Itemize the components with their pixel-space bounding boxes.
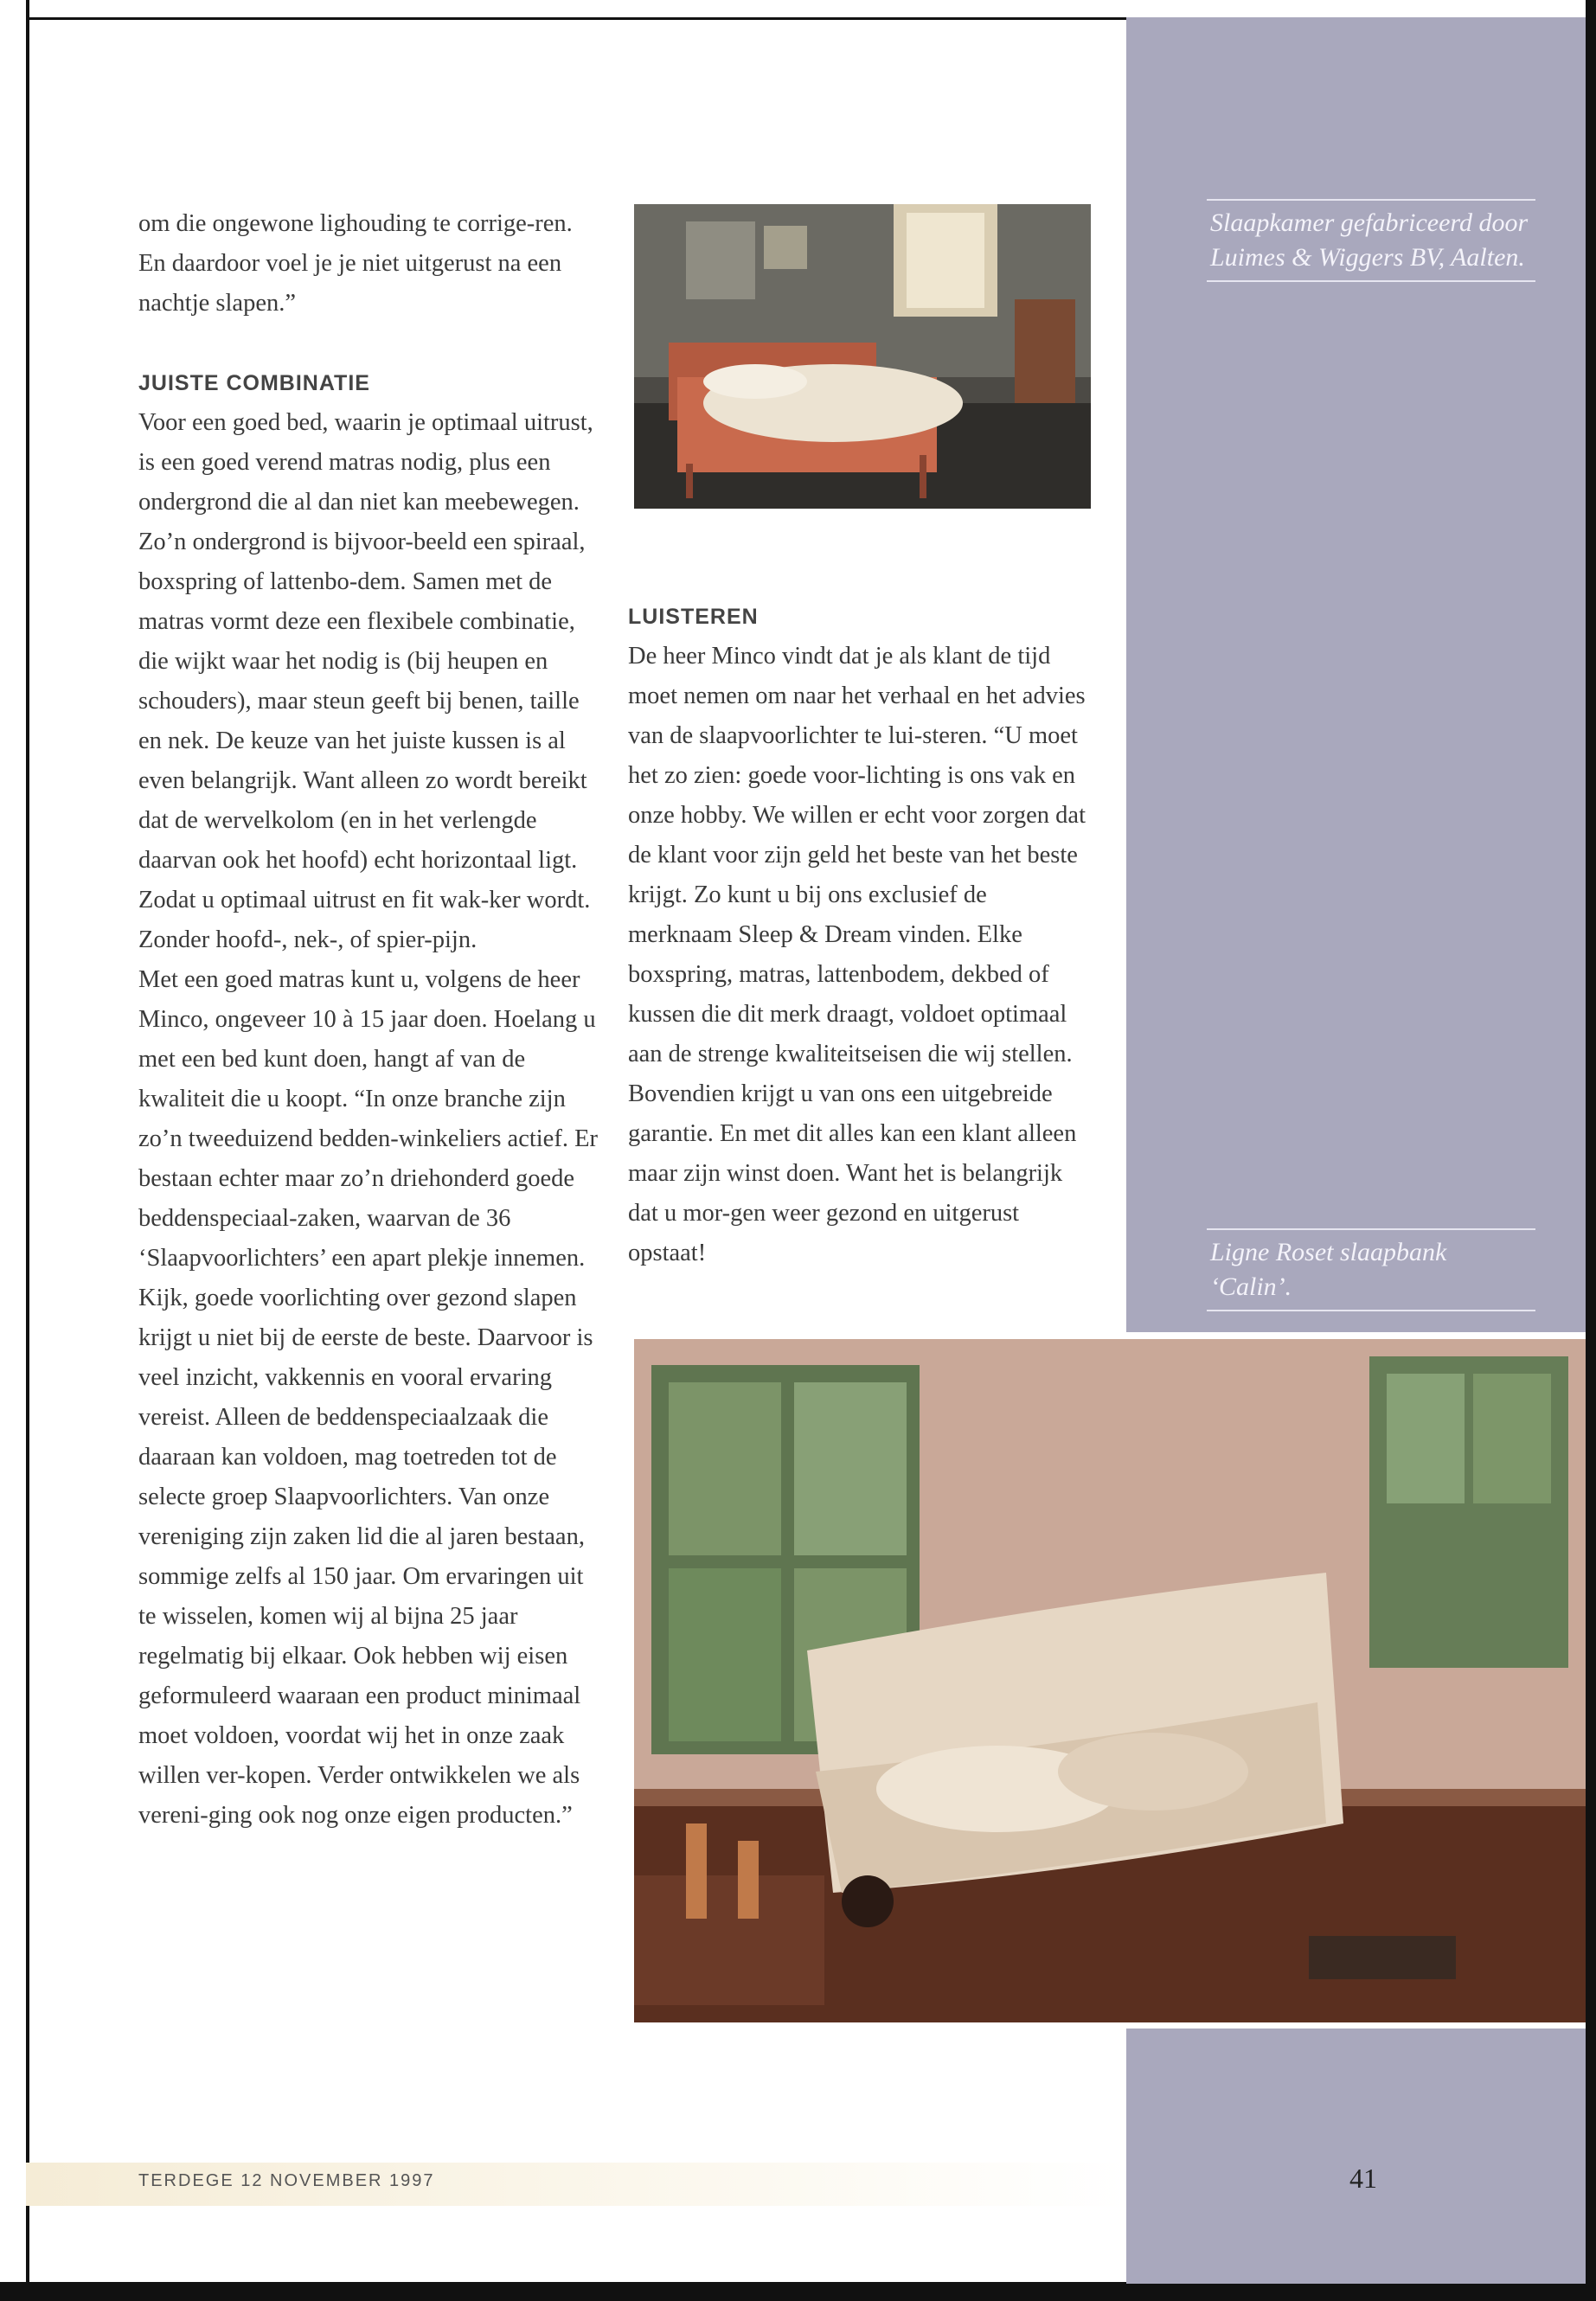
page-left-edge xyxy=(0,0,29,2301)
heading-juiste-combinatie: JUISTE COMBINATIE xyxy=(138,371,370,395)
paragraph-matras: Met een goed matras kunt u, volgens de heer Minco, ongeveer 10 à 15 jaar doen. Hoelang u met een bed kunt doen, hangt af van de kwaliteit die u koopt. “In onze branche zijn zo’n tweeduizend bedden-winkeliers actief. Er bestaan echter maar zo’n driehonderd goede beddenspeciaal-zaken, waarvan de 36 ‘Slaapvoorlichters’ een apart plekje innemen. Kijk, goede voorlichting over gezond slapen krijgt u niet bij de eerste de beste. Daarvoor is veel inzicht, vakkennis en vooral ervaring vereist. Alleen de beddenspeciaalzaak die daaraan kan voldoen, mag toetreden tot de selecte groep Slaapvoorlichters. Van onze vereniging zijn zaken lid die al jaren bestaan, sommige zelfs al 150 jaar. Om ervaringen uit te wisselen, komen wij al bijna 25 jaar regelmatig bij elkaar. Ook hebben wij eisen geformuleerd waaraan een product minimaal moet voldoen, voordat wij het in onze zaak willen ver-kopen. Verder ontwikkelen we als vereni-ging ook nog onze eigen producten.” xyxy=(138,966,598,1829)
page-right-edge xyxy=(1586,0,1596,2301)
caption-sofa: Ligne Roset slaapbank ‘Calin’. xyxy=(1207,1228,1535,1311)
page-bottom-edge xyxy=(0,2282,1596,2301)
article-column-1 xyxy=(138,204,599,1836)
bedroom-photo xyxy=(634,204,1091,509)
sidebar-panel-lower xyxy=(1126,2029,1586,2284)
issue-footer: TERDEGE 12 NOVEMBER 1997 xyxy=(138,2171,435,2190)
paragraph-luisteren: De heer Minco vindt dat je als klant de tijd moet nemen om naar het verhaal en het advies van de slaapvoorlichter te lui-steren. “U moet het zo zien: goede voor-lichting is ons vak en onze hobby. We willen er echt voor zorgen dat de klant voor zijn geld het beste van het beste krijgt. Zo kunt u bij ons exclusief de merknaam Sleep & Dream vinden. Elke boxspring, matras, lattenbodem, dekbed of kussen die dit merk draagt, voldoet optimaal aan de strenge kwaliteitseisen die wij stellen. Bovendien krijgt u van ons een uitgebreide garantie. En met dit alles kan een klant alleen maar zijn winst doen. Want het is belangrijk dat u mor-gen weer gezond en uitgerust opstaat! xyxy=(628,643,1086,1266)
caption-bedroom: Slaapkamer gefabriceerd door Luimes & Wiggers BV, Aalten. xyxy=(1207,199,1535,282)
heading-luisteren: LUISTEREN xyxy=(628,605,759,629)
intro-paragraph: om die ongewone lighouding te corrige-ren. En daardoor voel je je niet uitgerust na een nachtje slapen.” xyxy=(138,210,573,317)
sofa-photo xyxy=(634,1339,1586,2022)
article-column-2 xyxy=(628,597,1095,1273)
page-number: 41 xyxy=(1349,2163,1377,2194)
paragraph-combinatie: Voor een goed bed, waarin je optimaal uitrust, is een goed verend matras nodig, plus een ondergrond die al dan niet kan meebewegen. Zo’n ondergrond is bijvoor-beeld een spiraal, boxspring of lattenbo-dem. Samen met de matras vormt deze een flexibele combinatie, die wijkt waar het nodig is (bij heupen en schouders), maar steun geeft bij benen, taille en nek. De keuze van het juiste kussen is al even belangrijk. Want alleen zo wordt bereikt dat de wervelkolom (en in het verlengde daarvan ook het hoofd) echt horizontaal ligt. Zodat u optimaal uitrust en fit wak-ker wordt. Zonder hoofd-, nek-, of spier-pijn. xyxy=(138,409,593,953)
